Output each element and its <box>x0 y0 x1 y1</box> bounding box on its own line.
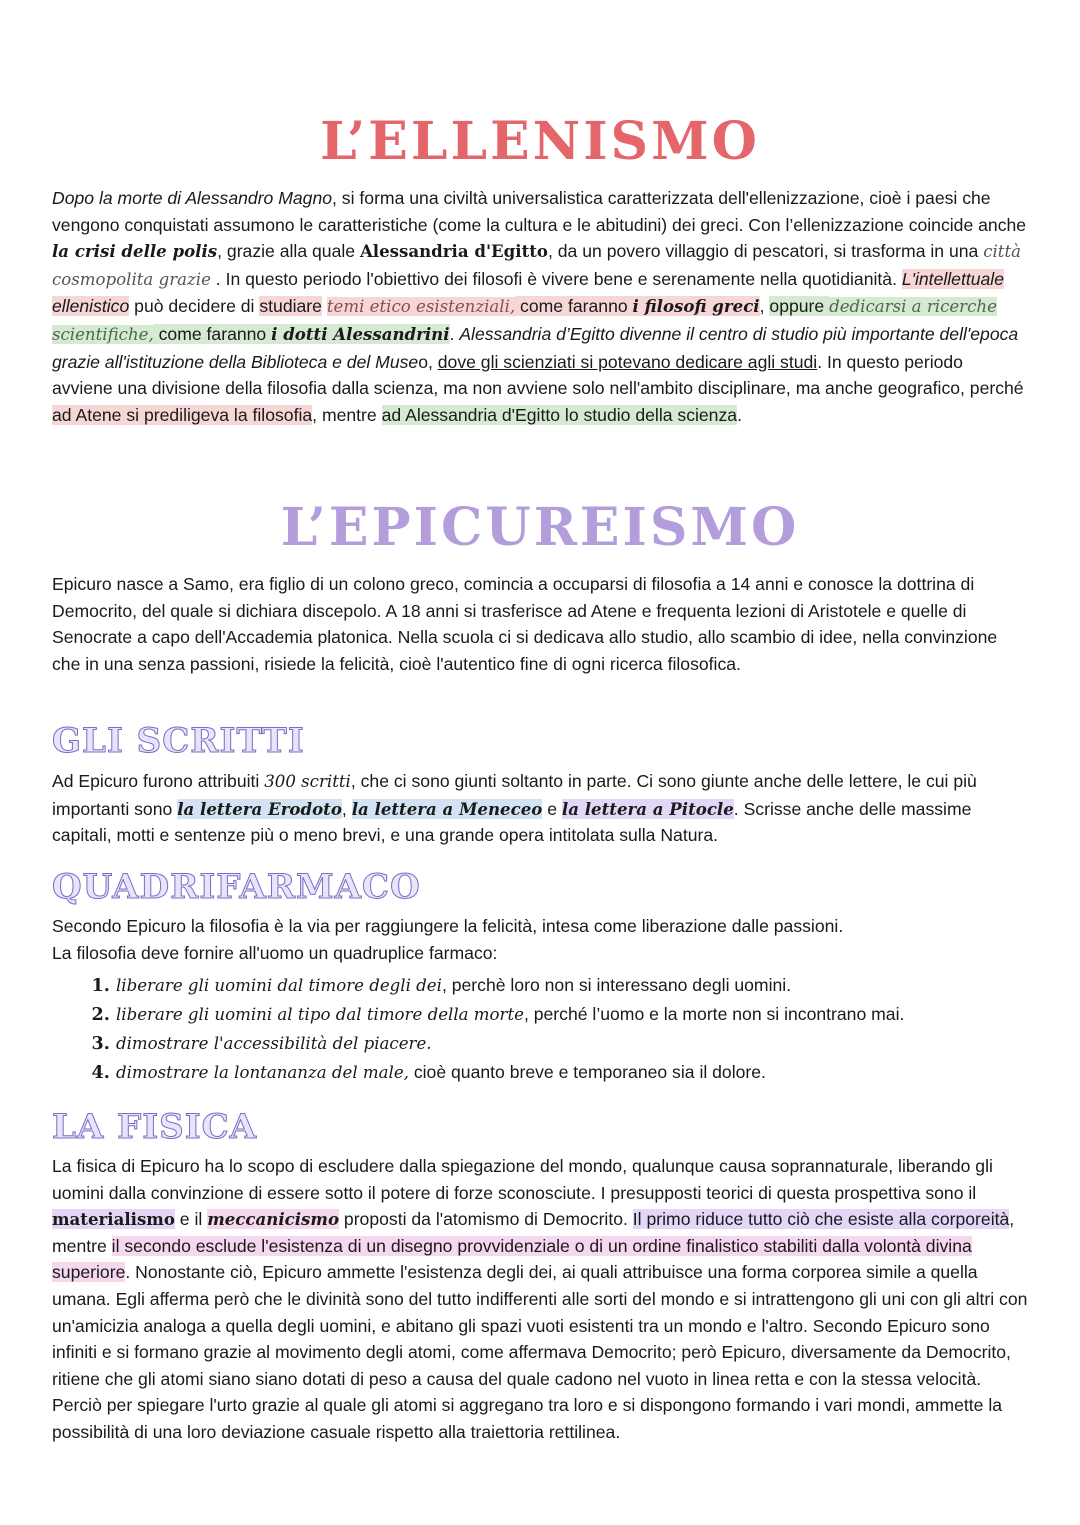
title-ellenismo: L’ELLENISMO <box>320 111 760 172</box>
highlight-pink: come faranno <box>515 296 633 317</box>
text-span: liberare gli uomini al tipo dal timore della morte <box>116 1005 524 1025</box>
text-span: Alessandria d'Egitto <box>359 241 548 262</box>
text-span: e il <box>174 1209 208 1230</box>
paragraph-line: Secondo Epicuro la filosofia è la via per raggiungere la felicità, intesa come liberazione dalle passioni. <box>52 916 844 936</box>
heading-fisica: LA FISICA <box>52 1107 258 1147</box>
title-epicureismo: L’EPICUREISMO <box>280 497 800 558</box>
text-span: . In questo periodo l'obiettivo dei filosofi è vivere bene e serenamente nella quotidianità. <box>210 268 902 289</box>
highlight-pink: L'intellettuale ellenistico <box>52 268 1004 317</box>
text-span: Dopo la morte di Alessandro Magno <box>52 188 333 208</box>
text-span: , mentre <box>52 1209 1015 1256</box>
text-span: , perchè loro non si interessano degli uomini. <box>441 975 792 996</box>
highlight-pink: i filosofi greci <box>632 296 760 317</box>
text-span: . Nonostante ciò, Epicuro ammette l'esistenza degli dei, ai quali attribuisce una forma corporea simile a quella umana. Egli afferma però che le divinità sono del tutto indifferenti alle sorti del mondo e si intrattengono gli uni con gli altri con un'amicizia analoga a quella degli uomini, e abitano gli spazi vuoti esistenti tra un mondo e l'altro. Secondo Epicuro sono infiniti e si formano grazie al movimento degli atomi, come affermava Democrito; però Epicuro, diversamente da Democrito, ritiene che gli atomi siano siano dotati di peso a causa del quale cadono nel vuoto in linea retta e con la stessa velocità. Perciò per spiegare l'urto grazie al quale gli atomi si aggregano tra loro e si dispongono formando i vari mondi, ammette la possibilità di una loro deviazione casuale rispetto alla traiettoria rettilinea. <box>52 1262 1028 1442</box>
text-span: . <box>737 404 742 425</box>
highlight-pink: studiare <box>259 296 322 317</box>
quadrifarmaco-block <box>52 913 1028 1087</box>
list-item <box>116 1000 1028 1029</box>
highlight-blue: la lettera Erodoto <box>177 798 342 819</box>
paragraph-fisica <box>52 1153 1028 1446</box>
list-item <box>116 1058 1028 1087</box>
text-span: dimostrare l'accessibilità del piacere. <box>116 1034 432 1054</box>
paragraph-scritti <box>52 768 1028 849</box>
text-span: , da un povero villaggio di pescatori, si trasforma in una <box>548 241 984 262</box>
text-span: , perché l’uomo e la morte non si incontrano mai. <box>523 1004 905 1025</box>
highlight-purple: la lettera a Pitocle <box>561 798 734 819</box>
list-item <box>116 1029 1028 1058</box>
text-span: proposti da l'atomismo di Democrito. <box>339 1209 633 1230</box>
highlight-pink: il secondo esclude l'esistenza di un disegno provvidenziale o di un ordine finalistico stabiliti dalla volontà divina superiore <box>52 1235 972 1283</box>
highlight-pink: meccanicismo <box>207 1209 340 1230</box>
highlight-green: dedicarsi a ricerche scientifiche, <box>52 297 997 344</box>
text-span: Alessandria d’Egitto divenne il centro di studio più importante dell'epoca grazie all'istituzione della Biblioteca e del Muse <box>52 323 1019 372</box>
text-span: , <box>341 798 352 819</box>
text-span: può decidere di <box>129 296 260 317</box>
highlight-green: i dotti Alessandrini <box>271 323 450 344</box>
text-span: , grazie alla quale <box>217 241 360 262</box>
highlight-green: come faranno <box>153 323 272 344</box>
text-span: La fisica di Epicuro ha lo scopo di escludere dalla spiegazione del mondo, qualunque causa soprannaturale, liberando gli uomini dalla convinzione di essere sotto il potere di forze sconosciute. I presupposti teorici di questa prospettiva sono il <box>52 1156 993 1203</box>
paragraph-line: La filosofia deve fornire all'uomo un quadruplice farmaco: <box>52 942 498 963</box>
text-span: . Scrisse anche delle massime capitali, motti e sentenze più o meno brevi, e una grande opera intitolata sulla Natura. <box>52 798 972 846</box>
highlight-green: oppure <box>769 296 830 317</box>
paragraph-ellenismo <box>52 185 1028 428</box>
list-item <box>116 971 1028 1000</box>
text-span: . <box>449 323 460 344</box>
highlight-purple: materialismo <box>52 1209 175 1230</box>
text-span: dimostrare la lontananza del male, <box>116 1063 409 1083</box>
highlight-pink: temi etico esistenziali, <box>326 297 516 317</box>
text-span: o, <box>418 351 438 372</box>
heading-scritti: GLI SCRITTI <box>52 721 305 761</box>
text-span: , si forma una civiltà universalistica caratterizzata dell'ellenizzazione, cioè i paesi che vengono conquistati assumono le caratteristiche (come la cultura e le abitudini) dei greci. Con l’ellenizzazione coincide anche <box>52 188 1027 235</box>
text-span: , <box>759 296 770 317</box>
text-span: la crisi delle polis <box>52 241 218 262</box>
text-span: 300 scritti <box>264 772 351 791</box>
text-span: cioè quanto breve e temporaneo sia il dolore. <box>408 1062 766 1083</box>
text-span: , mentre <box>312 404 382 425</box>
farmaco-list <box>52 971 1028 1087</box>
text-span: dove gli scienziati si potevano dedicare agli studi <box>437 351 818 372</box>
text-span: . In questo periodo avviene una divisione della filosofia dalla scienza, ma non avviene solo nell'ambito disciplinare, ma anche geografico, perché <box>52 351 1024 399</box>
highlight-green: ad Alessandria d'Egitto lo studio della scienza <box>381 404 738 425</box>
paragraph-epicureismo: Epicuro nasce a Samo, era figlio di un colono greco, comincia a occuparsi di filosofia a 14 anni e conosce la dottrina di Democrito, del quale si dichiara discepolo. A 18 anni si trasferisce ad Atene e frequenta lezioni di Aristotele e quelle di Senocrate a capo dell'Accademia platonica. Nella scuola ci si dedicava allo studio, allo scambio di idee, nella convinzione che in una senza passioni, risiede la felicità, cioè l'autentico fine di ogni ricerca filosofica. <box>52 574 998 674</box>
text-span: , che ci sono giunti soltanto in parte. Ci sono giunte anche delle lettere, le cui più importanti sono <box>52 771 977 819</box>
highlight-blue: la lettera a Meneceo <box>351 798 543 819</box>
text-span: città cosmopolita grazie <box>52 242 1022 289</box>
text-span: liberare gli uomini dal timore degli dei <box>116 976 442 996</box>
text-span: e <box>542 798 562 819</box>
heading-quadrifarmaco: QUADRIFARMACO <box>52 867 421 907</box>
highlight-purple: Il primo riduce tutto ciò che esiste alla corporeità <box>632 1209 1010 1230</box>
text-span: Ad Epicuro furono attribuiti <box>52 771 265 791</box>
highlight-pink: ad Atene si prediligeva la filosofia <box>52 404 313 425</box>
